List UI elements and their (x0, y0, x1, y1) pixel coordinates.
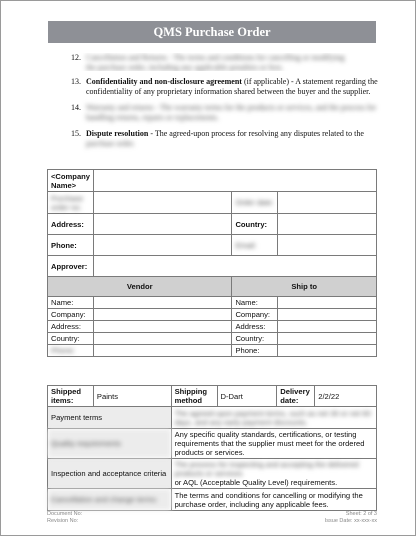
item-text: - The warranty terms for the products or services, and the process for handling returns, repairs or replacements. (86, 103, 377, 122)
inspection-value-line-1: The process for inspecting and accepting the delivered products or services (174, 460, 359, 478)
vendor-address-label: Address: (48, 321, 94, 333)
vendor-country-field[interactable] (94, 333, 232, 345)
ship-country-field[interactable] (278, 333, 377, 345)
vendor-country-label: Country: (48, 333, 94, 345)
shipping-method-label: Shipping method (171, 386, 217, 407)
item-title: Warranty and returns (86, 103, 154, 112)
inspection-label: Inspection and acceptance criteria (48, 459, 172, 489)
phone-label: Phone: (48, 235, 94, 256)
company-name-label: <Company Name> (48, 170, 94, 192)
vendor-company-label: Company: (48, 309, 94, 321)
page-title: QMS Purchase Order (48, 21, 376, 43)
vendor-phone-label: Phone: (48, 345, 94, 357)
ship-address-field[interactable] (278, 321, 377, 333)
list-item-13 (71, 77, 381, 97)
ship-name-label: Name: (232, 297, 278, 309)
ship-phone-field[interactable] (278, 345, 377, 357)
order-date-label: Order date: (232, 192, 278, 214)
quality-requirements-value[interactable]: Any specific quality standards, certifications, or testing requirements that the supplier must meet for the ordered products or services. (171, 429, 376, 459)
item-number: 13. (71, 77, 81, 86)
item-number: 12. (71, 53, 81, 62)
page-footer (47, 511, 377, 525)
item-text: - The agreed-upon process for resolving any disputes related to the (148, 129, 364, 138)
approver-field[interactable] (94, 256, 377, 277)
payment-terms-value[interactable]: The agreed-upon payment terms, such as net 30 or net 60 days, and any early payment discounts. (171, 407, 376, 429)
email-label: Email: (232, 235, 278, 256)
ship-company-field[interactable] (278, 309, 377, 321)
po-number-label: Purchase order no: (48, 192, 94, 214)
sheet-number: Sheet: 2 of 3 (345, 511, 377, 517)
inspection-value[interactable] (171, 459, 376, 489)
address-label: Address: (48, 214, 94, 235)
vendor-phone-field[interactable] (94, 345, 232, 357)
issue-date: Issue Date: xx-xxx-xx (324, 518, 377, 524)
vendor-company-field[interactable] (94, 309, 232, 321)
cancellation-terms-label: Cancellation and change terms: (48, 489, 172, 511)
email-field[interactable] (278, 235, 377, 256)
vendor-address-field[interactable] (94, 321, 232, 333)
item-text-cont: purchase order. (86, 139, 135, 148)
delivery-date-label: Delivery date: (277, 386, 315, 407)
quality-requirements-label: Quality requirements (48, 429, 172, 459)
delivery-date-value[interactable]: 2/2/22 (315, 386, 377, 407)
list-item-12 (71, 53, 381, 71)
shipped-items-value[interactable]: Paints (93, 386, 171, 407)
ship-company-label: Company: (232, 309, 278, 321)
order-date-field[interactable] (278, 192, 377, 214)
country-label: Country: (232, 214, 278, 235)
item-text: - The terms and conditions for cancelling or modifying (166, 53, 345, 62)
item-title: Confidentiality and non-disclosure agreement (86, 77, 242, 86)
ship-country-label: Country: (232, 333, 278, 345)
revision-number: Revision No: (47, 518, 79, 524)
phone-field[interactable] (94, 235, 232, 256)
po-number-field[interactable] (94, 192, 232, 214)
inspection-value-line-2: or AQL (Acceptable Quality Level) requirements. (174, 478, 338, 487)
country-field[interactable] (278, 214, 377, 235)
vendor-name-label: Name: (48, 297, 94, 309)
shipped-items-label: Shipped items: (48, 386, 94, 407)
approver-label: Approver: (48, 256, 94, 277)
item-title: Dispute resolution (86, 129, 149, 138)
ship-to-header: Ship to (232, 277, 377, 297)
document-number: Document No: (47, 511, 83, 517)
list-item-14 (71, 103, 381, 123)
item-number: 14. (71, 103, 81, 112)
vendor-header: Vendor (48, 277, 232, 297)
item-text-cont: the purchase order, including any applicable penalties or fees. (86, 63, 284, 71)
address-field[interactable] (94, 214, 232, 235)
item-title: Cancellation and Returns (86, 53, 167, 62)
item-text: - A statement regarding the confidentiality of any proprietary information shared between the buyer and the supplier. (86, 77, 378, 96)
shipping-terms-table (47, 385, 377, 511)
ship-phone-label: Phone: (232, 345, 278, 357)
item-qualifier: (if applicable) (241, 77, 290, 86)
item-number: 15. (71, 129, 81, 138)
ship-address-label: Address: (232, 321, 278, 333)
shipping-method-value[interactable]: D-Dart (217, 386, 277, 407)
cancellation-terms-value[interactable]: The terms and conditions for cancelling or modifying the purchase order, including any applicable fees. (171, 489, 376, 511)
terms-list (71, 53, 381, 155)
company-name-field[interactable] (94, 170, 377, 192)
purchase-order-form (47, 169, 377, 357)
ship-name-field[interactable] (278, 297, 377, 309)
payment-terms-label: Payment terms (48, 407, 172, 429)
footer-right (325, 511, 377, 525)
vendor-name-field[interactable] (94, 297, 232, 309)
list-item-15 (71, 129, 381, 149)
